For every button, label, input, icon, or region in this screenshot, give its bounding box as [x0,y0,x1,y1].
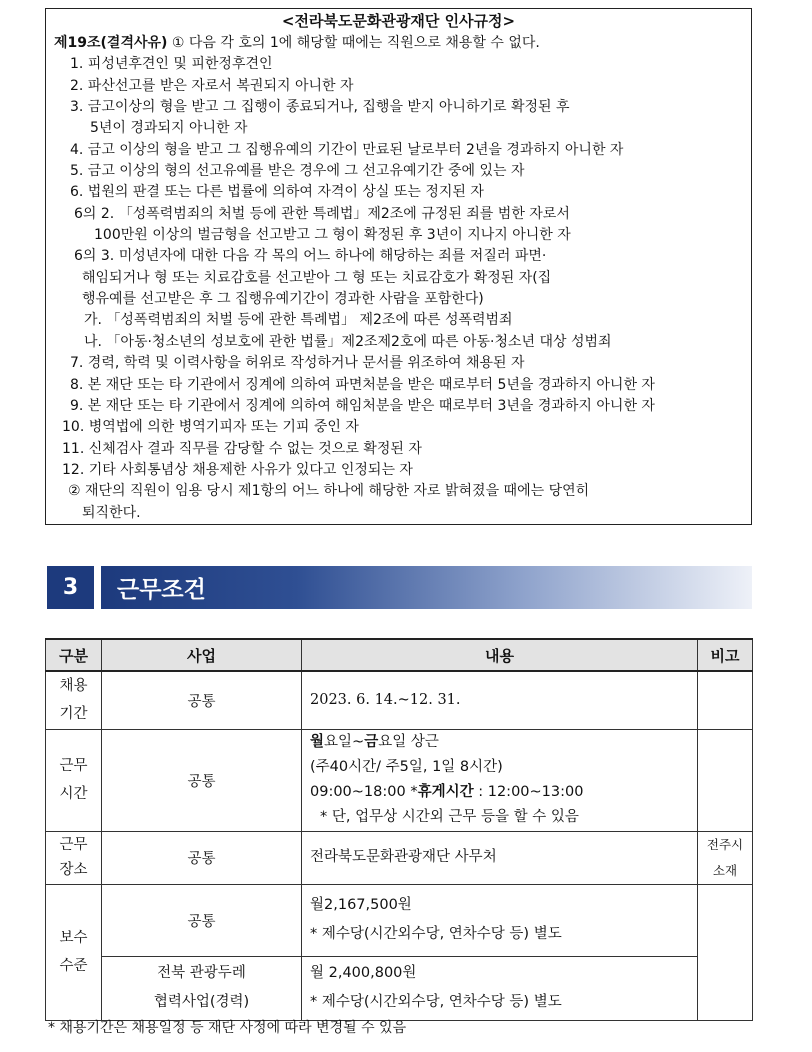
content-cell: 2023. 6. 14.~12. 31. [302,671,698,729]
footnote: * 채용기간은 채용일정 등 재단 사정에 따라 변경될 수 있음 [48,1020,407,1036]
regulation-item: 3. 금고이상의 형을 받고 그 집행이 종료되거나, 집행을 받지 아니하기로 확정된 후 [70,99,570,116]
business-cell: 공통 [102,884,302,956]
salary-amount: 월2,167,500원 [310,897,412,913]
category-label: 기간 [59,706,88,723]
work-days-line [310,730,697,755]
content-cell [302,884,698,956]
business-cell [102,956,302,1020]
allowance-note: * 제수당(시간외수당, 연차수당 등) 별도 [310,994,562,1010]
regulation-item: 6의 3. 미성년자에 대한 다음 각 목의 어느 하나에 해당하는 죄를 저질러 파면· [74,248,547,265]
work-conditions-table [45,638,753,1021]
category-label: 근무 [59,758,88,774]
regulation-item: 해임되거나 형 또는 치료감호를 선고받아 그 형 또는 치료감호가 확정된 자(집 [82,269,552,286]
category-cell [46,671,102,729]
salary-amount: 월 2,400,800원 [310,965,417,981]
regulation-item: 퇴직한다. [82,504,141,521]
business-cell: 공통 [102,729,302,831]
regulation-item: ② 재단의 직원이 임용 당시 제1항의 어느 하나에 해당한 자로 밝혀졌을 때에는 당연히 [68,483,590,500]
note-label: 전주시 [706,836,744,852]
regulation-item: 6. 법원의 판결 또는 다른 법률에 의하여 자격이 상실 또는 정지된 자 [70,184,484,201]
header-content: 내용 [302,639,698,671]
regulation-item: 2. 파산선고를 받은 자로서 복권되지 아니한 자 [70,77,354,94]
days-separator: 요일~ [324,734,365,750]
row-pay-common [46,884,753,956]
regulation-item: 가. 「성폭력범죄의 처벌 등에 관한 특례법」 제2조에 따른 성폭력범죄 [84,312,513,329]
daily-schedule-line [310,780,697,805]
category-cell [46,884,102,1020]
section-title-bar [101,566,752,609]
note-cell [698,729,753,831]
business-label: 협력사업(경력) [153,994,250,1010]
regulation-item: 100만원 이상의 벌금형을 선고받고 그 형이 확정된 후 3년이 지나지 아니한 자 [94,227,571,244]
business-cell: 공통 [102,671,302,729]
regulation-item: 5. 금고 이상의 형의 선고유예를 받은 경우에 그 선고유예기간 중에 있는 자 [70,163,525,180]
note-label: 소재 [712,862,738,878]
days-suffix: 요일 상근 [378,734,439,750]
regulation-item: 7. 경력, 학력 및 이력사항을 허위로 작성하거나 문서를 위조하여 채용된 자 [70,355,525,372]
category-cell [46,831,102,884]
category-cell [46,729,102,831]
regulation-item: 행유예를 선고받은 후 그 집행유예기간이 경과한 사람을 포함한다) [82,291,484,308]
content-cell: 전라북도문화관광재단 사무처 [302,831,698,884]
overtime-note: * 단, 업무상 시간외 근무 등을 할 수 있음 [320,809,579,825]
category-label: 근무 [59,836,88,853]
row-work-hours [46,729,753,831]
regulation-box [45,8,752,525]
category-label: 수준 [59,958,88,974]
allowance-note: * 제수당(시간외수당, 연차수당 등) 별도 [310,926,562,942]
row-employment-period [46,671,753,729]
weekly-hours-line: (주40시간/ 주5일, 1일 8시간) [310,759,503,775]
table-header-row [46,639,753,671]
article-number: 제19조(결격사유) [54,35,168,51]
content-cell [302,956,698,1020]
regulation-item: 9. 본 재단 또는 타 기관에서 징계에 의하여 해임처분을 받은 때로부터 3년을 경과하지 아니한 자 [70,397,655,414]
row-work-place [46,831,753,884]
category-label: 시간 [59,786,88,802]
regulation-item: 10. 병역법에 의한 병역기피자 또는 기피 중인 자 [62,419,359,436]
monday-label: 월 [310,734,325,750]
note-cell [698,884,753,1020]
business-label: 전북 관광두레 [157,965,246,981]
content-cell [302,729,698,831]
article-heading [54,33,743,54]
category-label: 채용 [59,678,88,695]
schedule-time: 09:00~18:00 * [310,784,418,800]
row-pay-tourism [46,956,753,1020]
friday-label: 금 [364,734,379,750]
section-number: 3 [47,566,94,609]
regulation-item: 11. 신체검사 결과 직무를 감당할 수 없는 것으로 확정된 자 [62,440,422,457]
header-category: 구분 [46,639,102,671]
regulation-item: 4. 금고 이상의 형을 받고 그 집행유예의 기간이 만료된 날로부터 2년을 경과하지 아니한 자 [70,141,624,158]
note-cell [698,831,753,884]
regulation-title: <전라북도문화관광재단 인사규정> [281,12,516,30]
header-note: 비고 [698,639,753,671]
article-lead: ① 다음 각 호의 1에 해당할 때에는 직원으로 채용할 수 없다. [167,35,540,51]
section-title: 근무조건 [117,577,206,603]
category-label: 장소 [59,861,88,878]
category-label: 보수 [59,930,88,946]
regulation-item: 8. 본 재단 또는 타 기관에서 징계에 의하여 파면처분을 받은 때로부터 5년을 경과하지 아니한 자 [70,376,655,393]
regulation-item: 6의 2. 「성폭력범죄의 처벌 등에 관한 특례법」제2조에 규정된 죄를 범한 자로서 [74,205,570,222]
note-cell [698,671,753,729]
break-label: 휴게시간 [417,784,474,800]
header-business: 사업 [102,639,302,671]
regulation-item: 12. 기타 사회통념상 채용제한 사유가 있다고 인정되는 자 [62,461,413,478]
regulation-item: 1. 피성년후견인 및 피한정후견인 [70,56,273,73]
break-time: : 12:00~13:00 [473,784,584,800]
regulation-item: 나. 「아동·청소년의 성보호에 관한 법률」제2조제2호에 따른 아동·청소년 대상 성범죄 [84,333,612,350]
regulation-item: 5년이 경과되지 아니한 자 [90,120,248,137]
business-cell: 공통 [102,831,302,884]
